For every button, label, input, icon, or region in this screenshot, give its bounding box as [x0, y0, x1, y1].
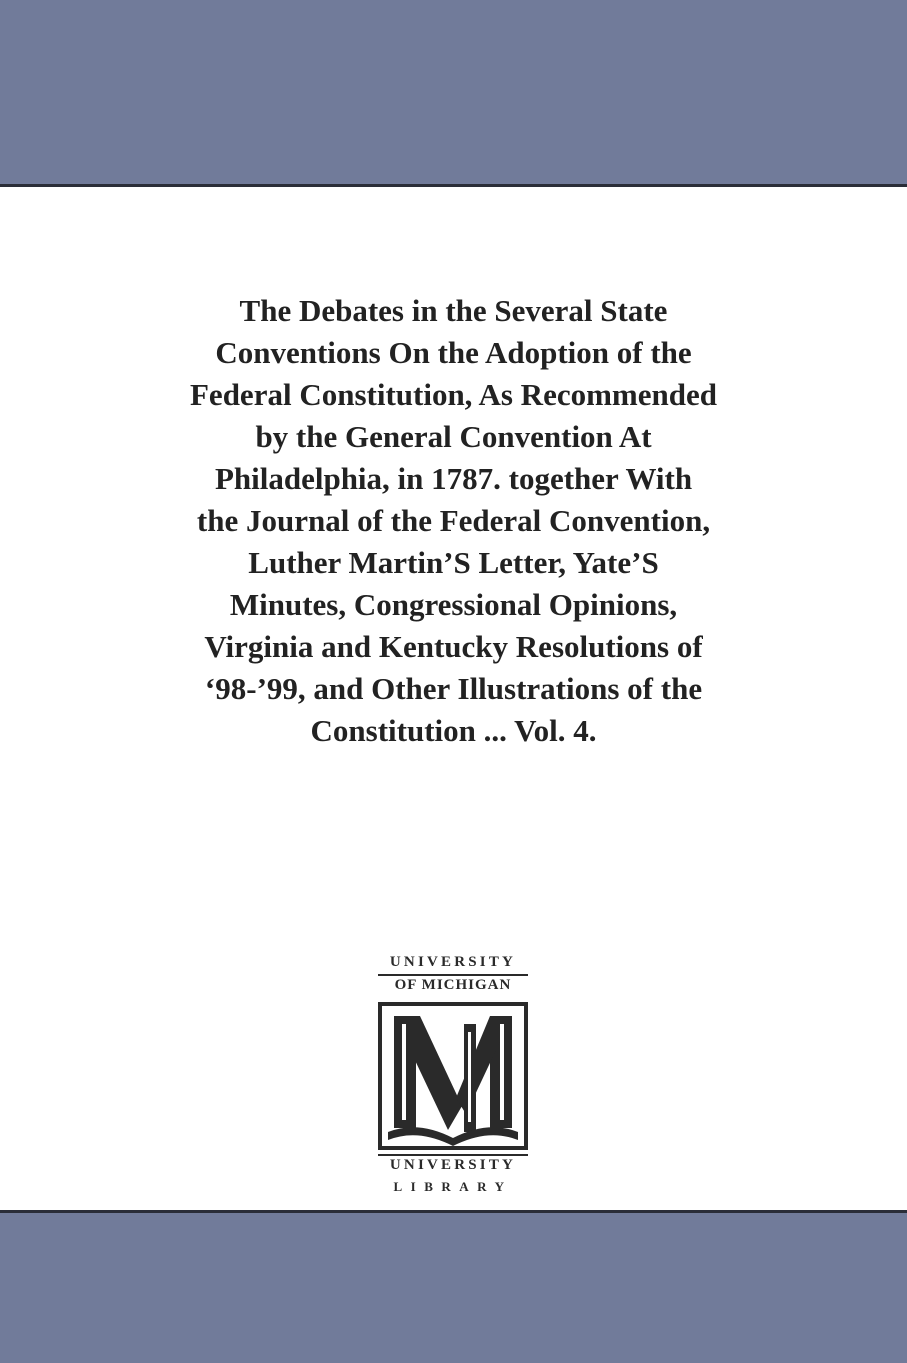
- logo-text-of-michigan: OF MICHIGAN: [394, 977, 512, 993]
- logo-rule: [378, 1154, 528, 1156]
- university-of-michigan-library-logo-icon: [378, 1002, 528, 1150]
- title-line-4: by the General Convention At: [255, 419, 652, 454]
- title-line-3: Federal Constitution, As Recommended: [190, 377, 717, 412]
- title-line-6: the Journal of the Federal Convention,: [196, 503, 711, 538]
- top-color-band: [0, 0, 907, 187]
- title-line-10: ‘98-’99, and Other Illustrations of the: [204, 671, 703, 706]
- university-library-logo: [378, 954, 528, 1194]
- bottom-color-band: [0, 1210, 907, 1363]
- title-line-2: Conventions On the Adoption of the: [215, 335, 692, 370]
- title-line-1: The Debates in the Several State: [239, 293, 668, 328]
- title-line-9: Virginia and Kentucky Resolutions of: [204, 629, 703, 664]
- logo-text-university-lower: UNIVERSITY: [389, 1157, 517, 1173]
- logo-text-library: LIBRARY: [393, 1179, 513, 1194]
- logo-rule: [378, 974, 528, 976]
- title-line-7: Luther Martin’S Letter, Yate’S: [248, 545, 659, 580]
- title-line-5: Philadelphia, in 1787. together With: [214, 461, 693, 496]
- title-line-8: Minutes, Congressional Opinions,: [229, 587, 678, 622]
- book-title: [100, 290, 807, 752]
- logo-text-university: UNIVERSITY: [389, 954, 517, 970]
- title-line-11: Constitution ... Vol. 4.: [310, 713, 597, 748]
